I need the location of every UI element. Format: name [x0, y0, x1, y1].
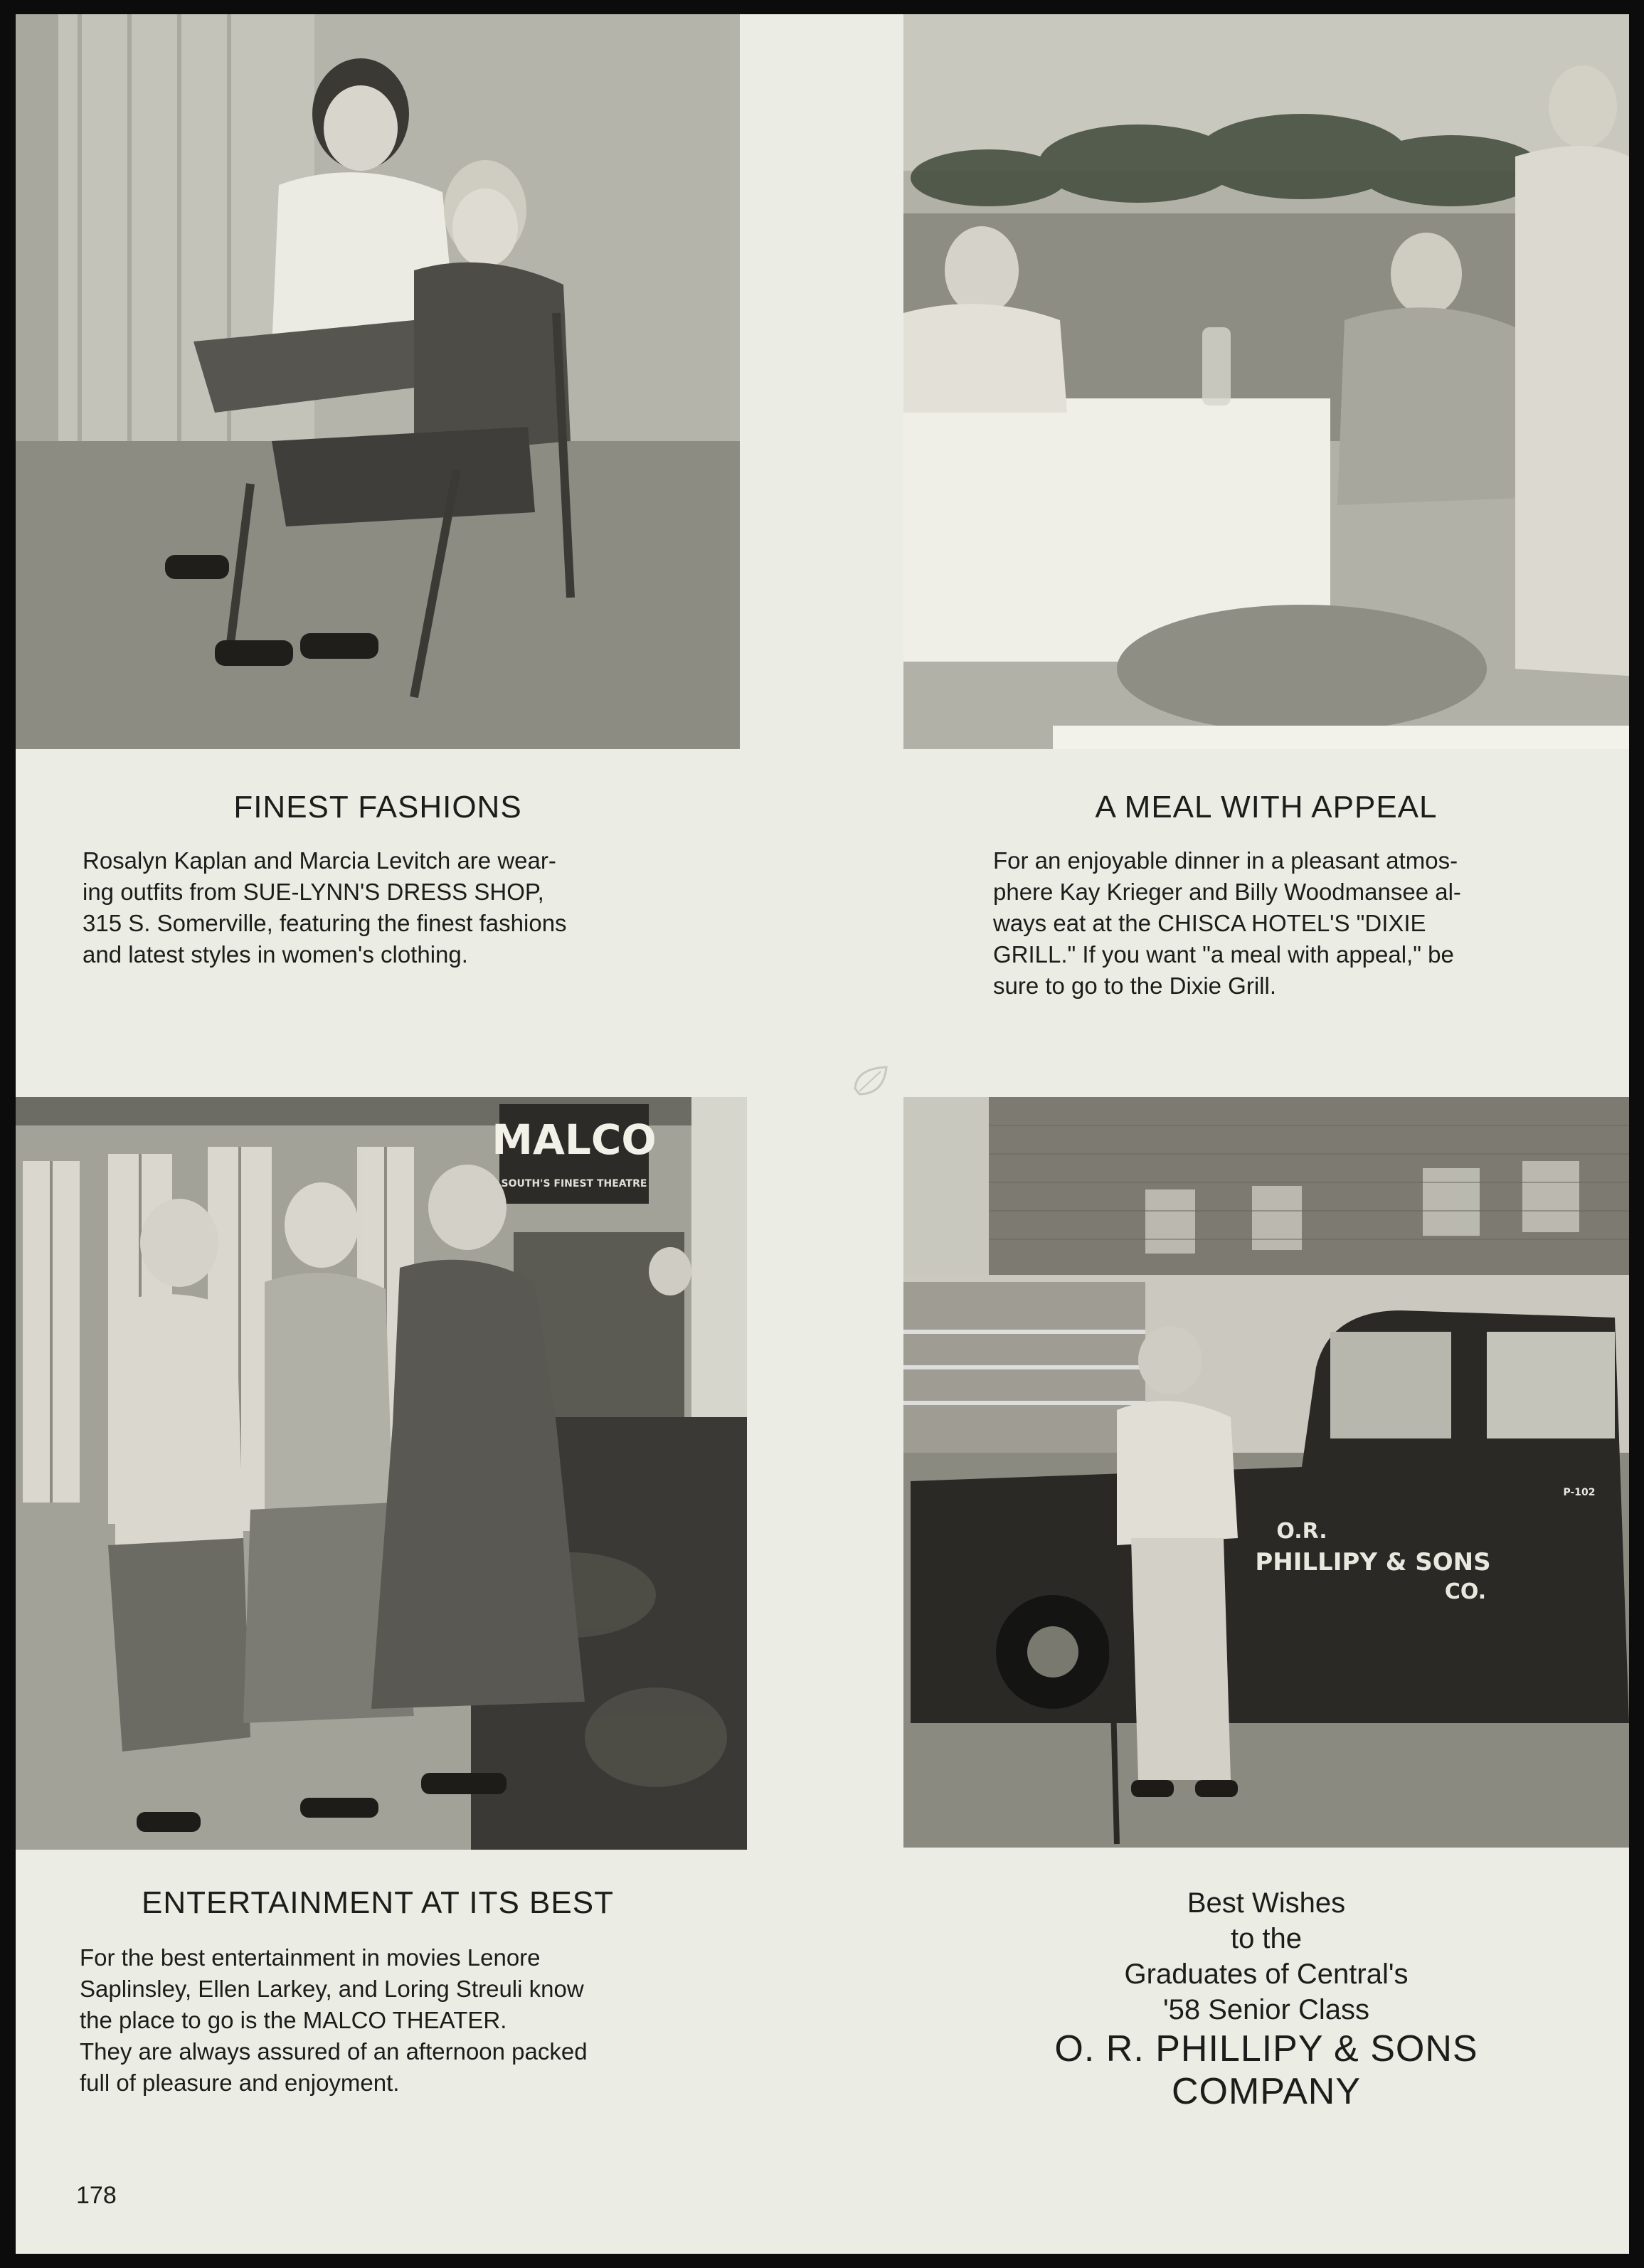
ad-phillipy-and-sons [903, 1885, 1629, 2113]
truck-plate-text: P-102 [1563, 1487, 1596, 1498]
photo-finest-fashions [16, 14, 740, 749]
photo-truck-image [903, 1097, 1629, 1848]
caption-finest-fashions [83, 845, 652, 970]
heading-finest-fashions: FINEST FASHIONS [233, 790, 522, 825]
yearbook-page [16, 14, 1629, 2254]
photo-entertainment [16, 1097, 747, 1850]
caption-meal-with-appeal [993, 845, 1568, 1002]
caption-line: full of pleasure and enjoyment. [80, 2070, 400, 2096]
caption-line: phere Kay Krieger and Billy Woodmansee al- [993, 879, 1461, 905]
leaf-mark-icon [849, 1060, 892, 1103]
theater-sign-text: MALCO [492, 1116, 657, 1164]
caption-line: Rosalyn Kaplan and Marcia Levitch are wear- [83, 847, 556, 874]
photo-fashions-image [16, 14, 740, 749]
ad-line: to the [1230, 1923, 1303, 1954]
photo-meal-with-appeal [903, 14, 1629, 749]
ad-line: Graduates of Central's [1124, 1959, 1409, 1990]
ad-line: Best Wishes [1187, 1887, 1346, 1919]
ad-company-name: O. R. PHILLIPY & SONS [1054, 2028, 1478, 2070]
heading-meal-with-appeal: A MEAL WITH APPEAL [1095, 790, 1438, 825]
caption-line: and latest styles in women's clothing. [83, 941, 468, 968]
caption-line: ways eat at the CHISCA HOTEL'S "DIXIE [993, 910, 1426, 936]
theater-subsign-text: SOUTH'S FINEST THEATRE [501, 1178, 647, 1189]
caption-line: sure to go to the Dixie Grill. [993, 973, 1276, 999]
caption-line: For an enjoyable dinner in a pleasant atmos- [993, 847, 1458, 874]
caption-line: They are always assured of an afternoon packed [80, 2038, 588, 2065]
page-number: 178 [76, 2182, 117, 2209]
caption-line: GRILL." If you want "a meal with appeal," be [993, 941, 1454, 968]
photo-meal-image [903, 14, 1629, 749]
truck-text-line-2: PHILLIPY & SONS [1255, 1548, 1491, 1577]
caption-line: the place to go is the MALCO THEATER. [80, 2007, 507, 2033]
photo-phillipy-truck [903, 1097, 1629, 1848]
caption-entertainment [80, 1942, 653, 2099]
caption-line: ing outfits from SUE-LYNN'S DRESS SHOP, [83, 879, 544, 905]
ad-line: '58 Senior Class [1163, 1994, 1369, 2025]
photo-entertainment-image [16, 1097, 747, 1850]
truck-text-line-1: O.R. [1276, 1519, 1327, 1544]
heading-entertainment: ENTERTAINMENT AT ITS BEST [142, 1885, 614, 1920]
caption-line: For the best entertainment in movies Lenore [80, 1944, 541, 1971]
caption-line: Saplinsley, Ellen Larkey, and Loring Streuli know [80, 1976, 584, 2002]
caption-line: 315 S. Somerville, featuring the finest fashions [83, 910, 567, 936]
ad-company-name: COMPANY [1171, 2071, 1362, 2112]
truck-text-line-3: CO. [1444, 1579, 1487, 1604]
